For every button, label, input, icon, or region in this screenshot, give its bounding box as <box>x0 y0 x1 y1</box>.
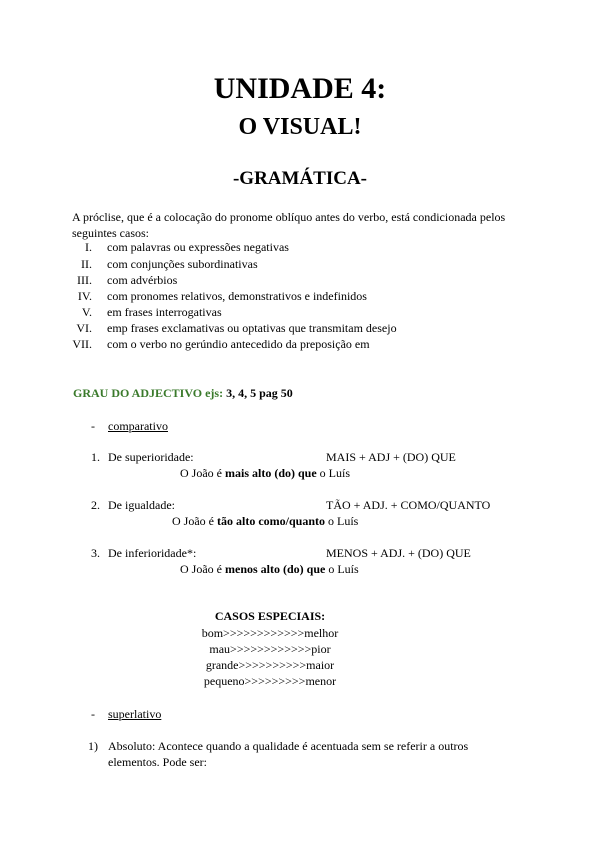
list-item-text: com conjunções subordinativas <box>107 257 258 271</box>
example-post: o Luís <box>319 466 351 480</box>
example-bold: menos alto (do) que <box>225 562 326 576</box>
superlativo-bullet: - <box>91 707 95 721</box>
comparativo-item-number: 1. <box>91 450 100 464</box>
example-pre: O João é <box>180 466 222 480</box>
comparativo-item-number: 3. <box>91 546 100 560</box>
list-item-text: emp frases exclamativas ou optativas que transmitam desejo <box>107 321 397 335</box>
example-bold: mais alto (do) que <box>225 466 317 480</box>
comparativo-example <box>180 465 350 481</box>
list-item-text: com palavras ou expressões negativas <box>107 240 289 254</box>
example-pre: O João é <box>180 562 222 576</box>
especiais-heading: CASOS ESPECIAIS: <box>214 609 326 623</box>
list-item-number: VI. <box>76 321 92 335</box>
list-item-text: em frases interrogativas <box>107 305 222 319</box>
list-item-text: com pronomes relativos, demonstrativos e indefinidos <box>107 289 367 303</box>
comparativo-item-formula: MAIS + ADJ + (DO) QUE <box>326 450 456 464</box>
grau-ejs-label: ejs: <box>205 386 224 400</box>
comparativo-item-label: De superioridade: <box>108 450 194 464</box>
especiais-line: grande>>>>>>>>>>maior <box>205 658 335 672</box>
list-item-number: VII. <box>72 337 92 351</box>
comparativo-item-label: De igualdade: <box>108 498 175 512</box>
grau-ejs-value: 3, 4, 5 pag 50 <box>226 386 293 400</box>
comparativo-item-formula: MENOS + ADJ. + (DO) QUE <box>326 546 471 560</box>
list-item-number: I. <box>85 240 92 254</box>
superlativo-item-text: Absoluto: Acontece quando a qualidade é acentuada sem se referir a outros elementos. Pode ser: <box>108 739 469 769</box>
comparativo-example <box>172 513 358 529</box>
list-item-number: V. <box>81 305 92 319</box>
especiais-line: mau>>>>>>>>>>>>pior <box>209 642 331 656</box>
list-item-number: IV. <box>77 289 92 303</box>
superlativo-item-number: 1) <box>88 739 98 753</box>
section-heading: -GRAMÁTICA- <box>232 168 368 189</box>
especiais-line: pequeno>>>>>>>>>menor <box>203 674 337 688</box>
comparativo-bullet: - <box>91 419 95 433</box>
especiais-line: bom>>>>>>>>>>>>melhor <box>201 626 339 640</box>
list-item-number: III. <box>77 273 92 287</box>
comparativo-item-number: 2. <box>91 498 100 512</box>
comparativo-label: comparativo <box>108 419 168 433</box>
example-bold: tão alto como/quanto <box>217 514 325 528</box>
superlativo-label: superlativo <box>108 707 162 721</box>
comparativo-item-formula: TÃO + ADJ. + COMO/QUANTO <box>326 498 491 512</box>
intro-paragraph: A próclise, que é a colocação do pronome oblíquo antes do verbo, está condicionada pelos seguintes casos: <box>72 210 506 240</box>
comparativo-example <box>180 561 359 577</box>
grau-heading-line <box>73 385 293 401</box>
list-item-text: com advérbios <box>107 273 178 287</box>
list-item-number: II. <box>81 257 92 271</box>
example-post: o Luís <box>328 514 359 528</box>
comparativo-item-label: De inferioridade*: <box>108 546 197 560</box>
example-pre: O João é <box>172 514 214 528</box>
example-post: o Luís <box>328 562 359 576</box>
grau-heading: GRAU DO ADJECTIVO <box>73 386 203 400</box>
page-title: UNIDADE 4: <box>213 72 387 105</box>
list-item-text: com o verbo no gerúndio antecedido da preposição em <box>107 337 370 351</box>
page-subtitle: O VISUAL! <box>238 114 362 140</box>
